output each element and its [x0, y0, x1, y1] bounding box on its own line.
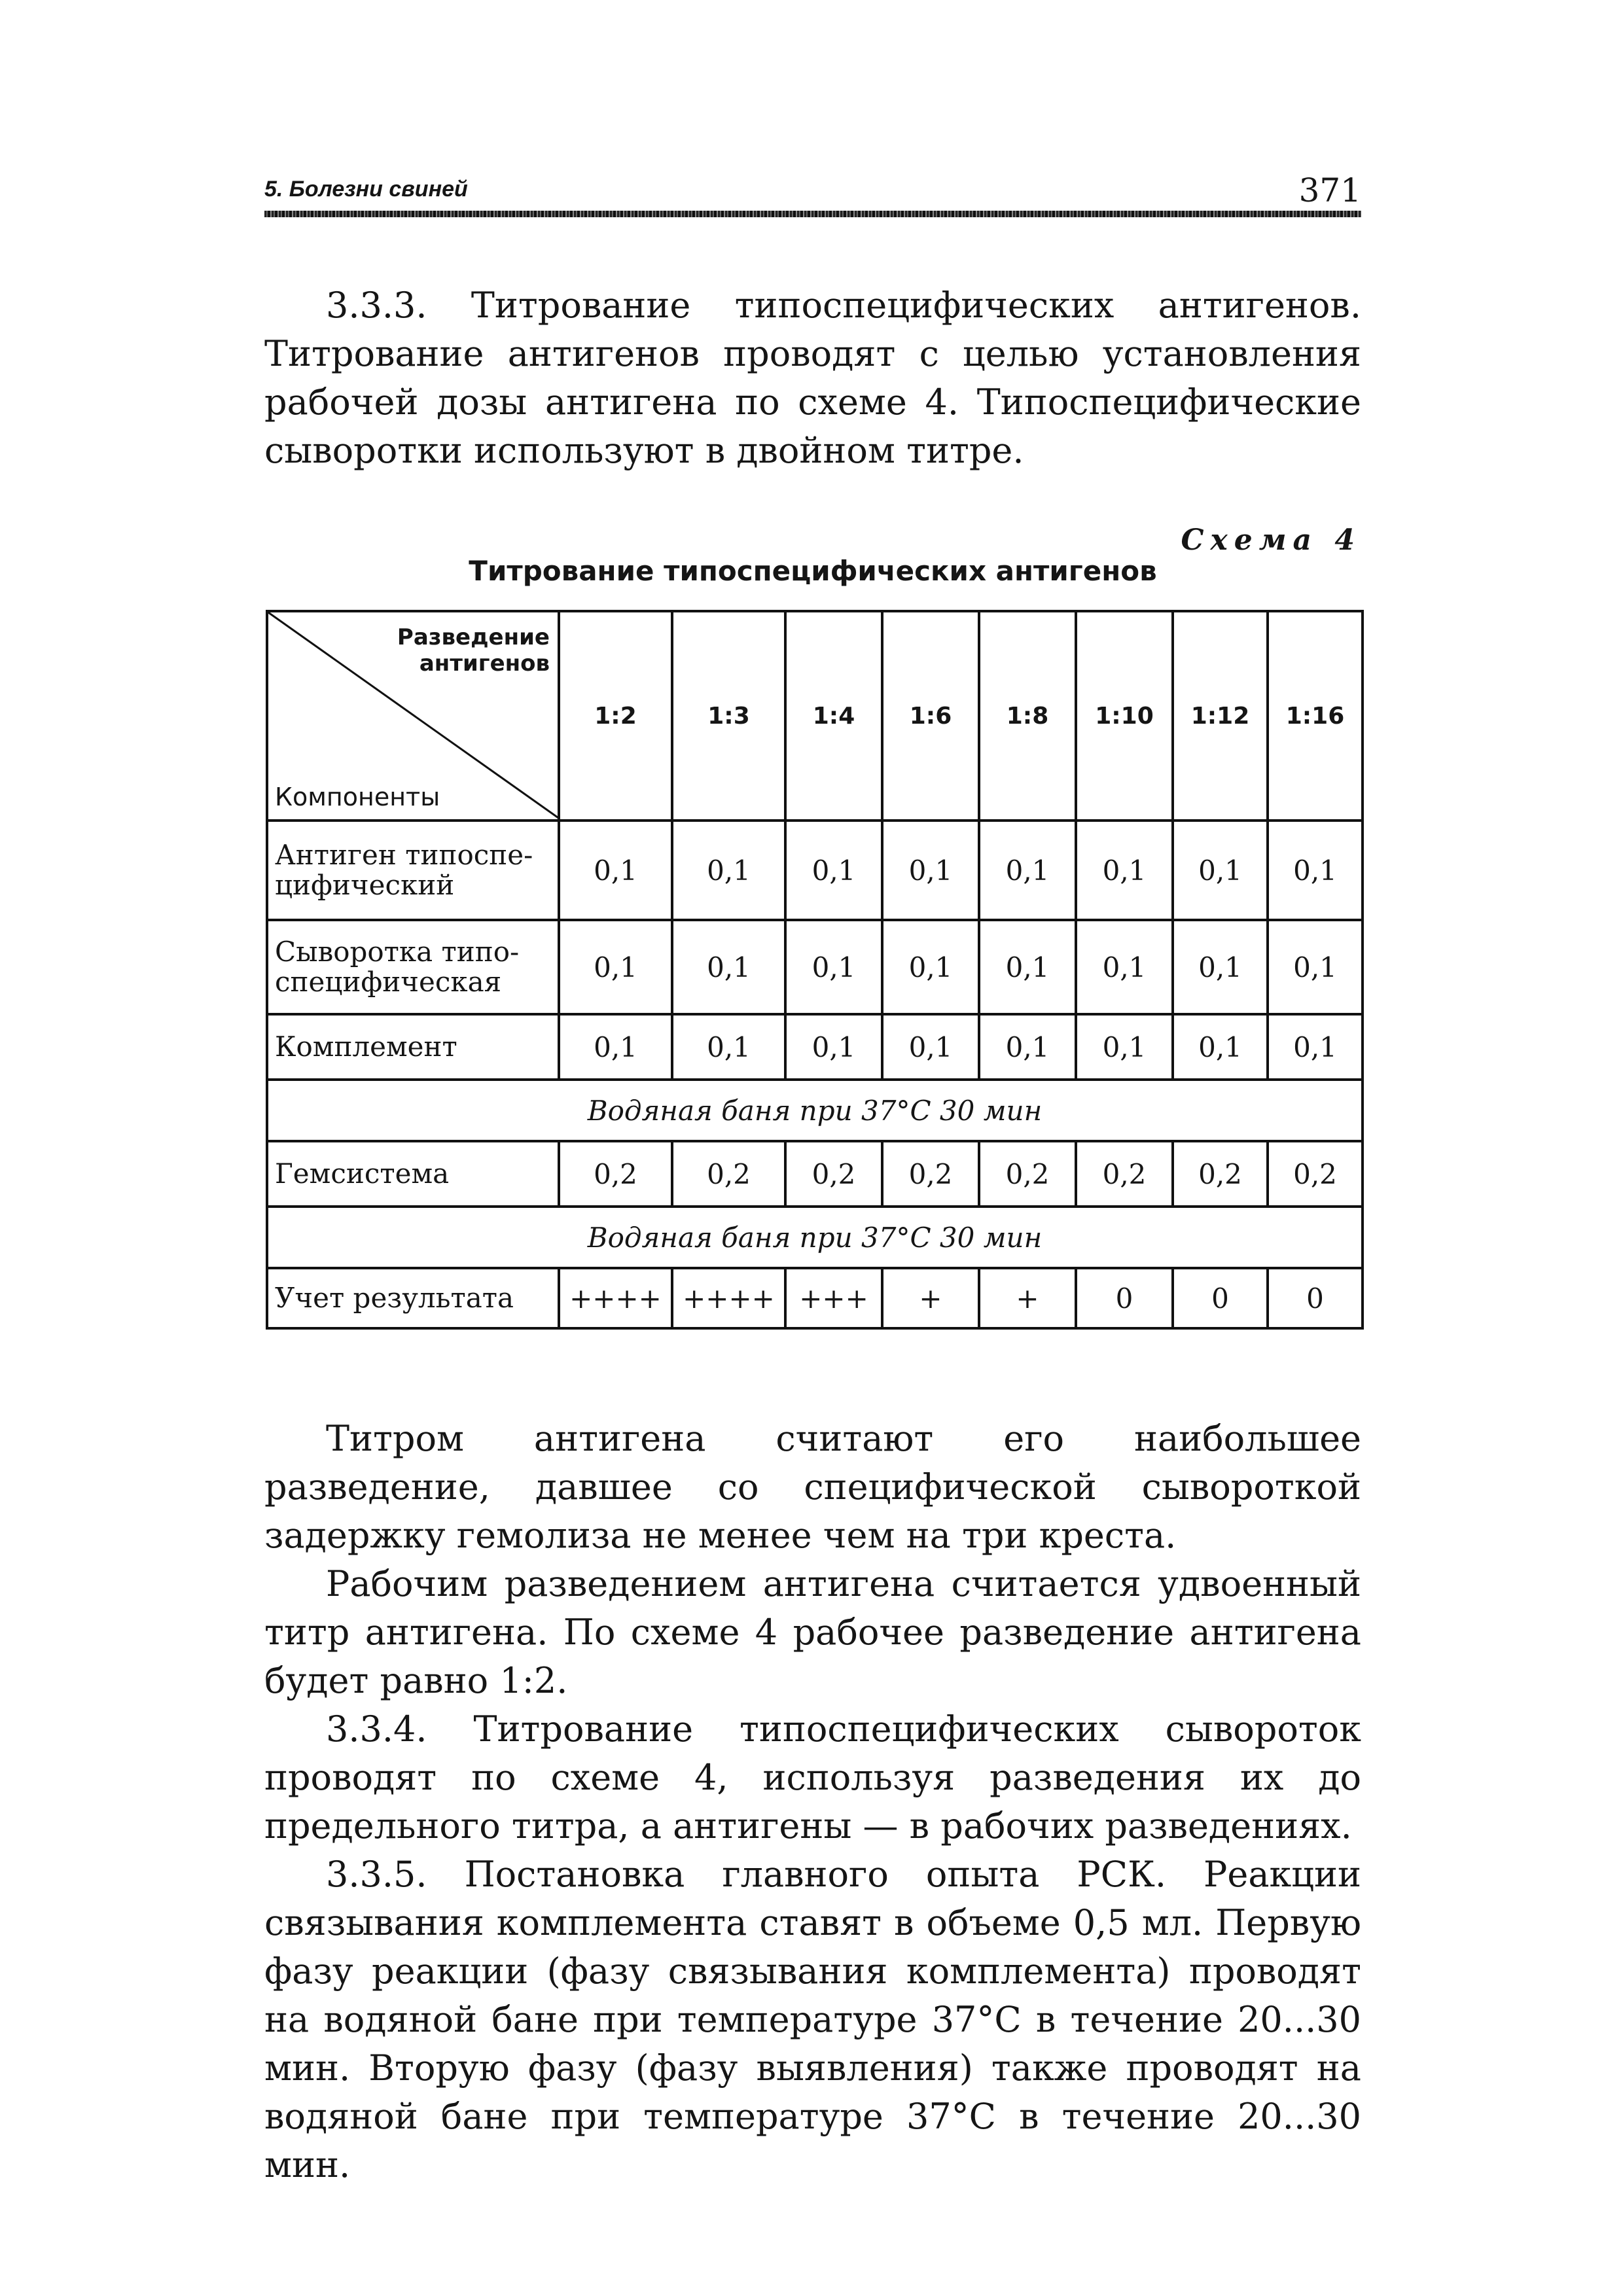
- table-cell: 0,2: [1076, 1141, 1173, 1207]
- dilution-header: 1:6: [882, 611, 979, 821]
- intro-paragraph: 3.3.3. Титрование типоспецифических антигенов. Титрование антигенов проводят с целью установления рабочей дозы антигена по схеме 4. Типоспецифические сыворотки используют в двойном титре.: [264, 285, 1361, 471]
- paragraph-titer-definition: Титром антигена считают его наибольшее разведение, давшее со специфической сывороткой задержку гемолиза не менее чем на три креста.: [264, 1418, 1361, 1556]
- row-complement: [267, 1014, 1363, 1080]
- row-label-complement: Комплемент: [267, 1014, 559, 1080]
- table-cell: 0,1: [1173, 1014, 1268, 1080]
- row-label-line-2: специфическая: [275, 966, 502, 998]
- table-cell: 0,1: [1076, 821, 1173, 920]
- table-cell: 0,1: [559, 1014, 672, 1080]
- table-cell: 0,1: [1076, 1014, 1173, 1080]
- table-cell: 0,1: [979, 920, 1076, 1014]
- header-rule: [264, 211, 1361, 217]
- table-cell: 0,1: [785, 1014, 882, 1080]
- row-result: [267, 1268, 1363, 1328]
- table-cell: 0,1: [1268, 920, 1363, 1014]
- row-label-line-1: Сыворотка типо-: [275, 936, 520, 968]
- water-bath-note: Водяная баня при 37°С 30 мин: [267, 1207, 1363, 1268]
- table-cell: 0,1: [979, 1014, 1076, 1080]
- table-cell: 0,2: [1173, 1141, 1268, 1207]
- dilution-header: 1:3: [672, 611, 785, 821]
- table-cell: 0,2: [882, 1141, 979, 1207]
- page-number: 371: [1298, 171, 1361, 209]
- table-cell: 0: [1076, 1268, 1173, 1328]
- row-water-bath-2: [267, 1207, 1363, 1268]
- corner-top-line-2: антигенов: [419, 650, 550, 677]
- corner-bottom-label: Компоненты: [275, 783, 440, 811]
- table-cell: 0,1: [1268, 821, 1363, 920]
- table-cell: 0,1: [882, 920, 979, 1014]
- row-label-line-2: цифический: [275, 869, 455, 901]
- table-cell: 0: [1268, 1268, 1363, 1328]
- dilution-header: 1:4: [785, 611, 882, 821]
- corner-top-line-1: Разведение: [397, 624, 550, 650]
- table-cell: +: [882, 1268, 979, 1328]
- table-cell: 0,1: [559, 821, 672, 920]
- table-cell: 0: [1173, 1268, 1268, 1328]
- corner-cell: [267, 611, 559, 821]
- table-cell: +++: [785, 1268, 882, 1328]
- row-serum: [267, 920, 1363, 1014]
- corner-top-label: [397, 624, 550, 677]
- paragraph-3-3-4: 3.3.4. Титрование типоспецифических сывороток проводят по схеме 4, используя разведения их до предельного титра, а антигены — в рабочих разведениях.: [264, 1708, 1361, 1846]
- table-cell: 0,1: [1173, 821, 1268, 920]
- scheme-label: Схема 4: [1181, 523, 1361, 557]
- paragraph-3-3-5: 3.3.5. Постановка главного опыта РСК. Реакции связывания комплемента ставят в объеме 0,5 мл. Первую фазу реакции (фазу связывания комплемента) проводят на водяной бане при температуре 37°С в течение 20...30 мин. Вторую фазу (фазу выявления) также проводят на водяной бане при температуре 37°С в течение 20...30 мин.: [264, 1854, 1361, 2185]
- table-cell: 0,1: [979, 821, 1076, 920]
- dilution-header: 1:8: [979, 611, 1076, 821]
- table-cell: 0,1: [672, 1014, 785, 1080]
- dilution-header: 1:10: [1076, 611, 1173, 821]
- table-cell: 0,2: [672, 1141, 785, 1207]
- section-title: 5. Болезни свиней: [264, 177, 468, 202]
- table-cell: 0,1: [1076, 920, 1173, 1014]
- table-cell: 0,1: [785, 920, 882, 1014]
- table-cell: 0,1: [882, 1014, 979, 1080]
- dilution-header: 1:16: [1268, 611, 1363, 821]
- table-cell: 0,2: [1268, 1141, 1363, 1207]
- table-cell: 0,1: [559, 920, 672, 1014]
- titration-table: [266, 610, 1364, 1330]
- row-antigen: [267, 821, 1363, 920]
- paragraph-working-dilution: Рабочим разведением антигена считается удвоенный титр антигена. По схеме 4 рабочее разведение антигена будет равно 1:2.: [264, 1563, 1361, 1701]
- table-cell: 0,1: [882, 821, 979, 920]
- table-cell: 0,1: [1268, 1014, 1363, 1080]
- table-cell: ++++: [559, 1268, 672, 1328]
- water-bath-note: Водяная баня при 37°С 30 мин: [267, 1080, 1363, 1141]
- header-row: [267, 611, 1363, 821]
- table-cell: +: [979, 1268, 1076, 1328]
- row-label-antigen: [267, 821, 559, 920]
- row-label-serum: [267, 920, 559, 1014]
- row-hemsystem: [267, 1141, 1363, 1207]
- row-water-bath-1: [267, 1080, 1363, 1141]
- table-cell: 0,1: [785, 821, 882, 920]
- dilution-header: 1:2: [559, 611, 672, 821]
- running-head: [264, 171, 1361, 211]
- table-cell: 0,1: [1173, 920, 1268, 1014]
- row-label-line-1: Антиген типоспе-: [275, 839, 533, 871]
- table-cell: ++++: [672, 1268, 785, 1328]
- row-label-result: Учет результата: [267, 1268, 559, 1328]
- table-cell: 0,2: [785, 1141, 882, 1207]
- table-cell: 0,1: [672, 920, 785, 1014]
- table-cell: 0,2: [979, 1141, 1076, 1207]
- table-title: Титрование типоспецифических антигенов: [469, 555, 1157, 587]
- row-label-hemsystem: Гемсистема: [267, 1141, 559, 1207]
- table-cell: 0,2: [559, 1141, 672, 1207]
- table-cell: 0,1: [672, 821, 785, 920]
- dilution-header: 1:12: [1173, 611, 1268, 821]
